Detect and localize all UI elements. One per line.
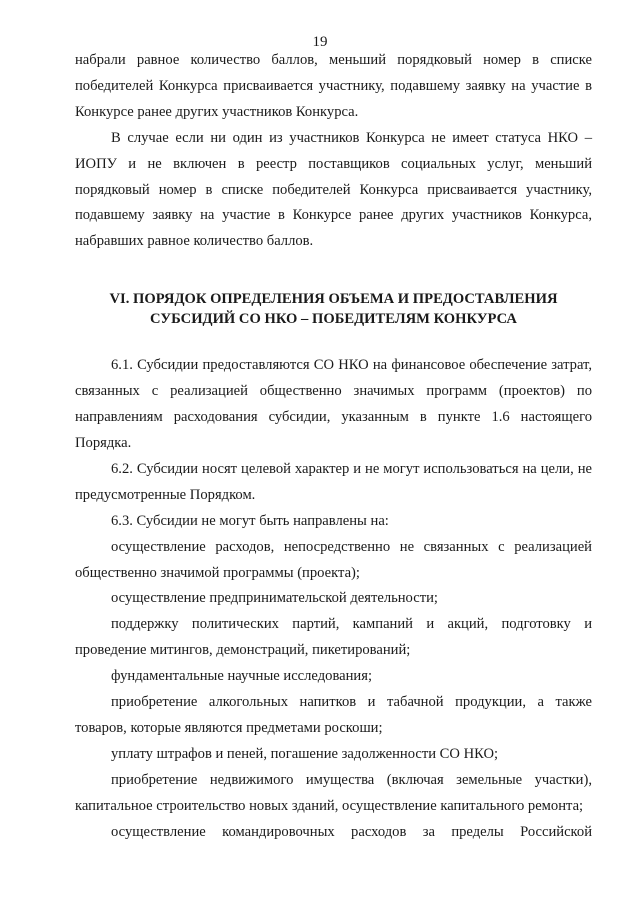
list-item: фундаментальные научные исследования;	[111, 668, 373, 685]
paragraph: В случае если ни один из участников Конкурса не имеет статуса НКО – ИОПУ и не включен в реестр поставщиков социальных услуг, меньший порядковый номер в списке победителей Конкурса присваивается участнику, подавшему заявку на участие в Конкурсе ранее других участников Конкурса, набравших равное количество баллов.	[75, 129, 592, 250]
list-item: поддержку политических партий, кампаний и акций, подготовку и проведение митингов, демонстраций, пикетирований;	[75, 616, 592, 659]
list-item: осуществление расходов, непосредственно не связанных с реализацией общественно значимой программы (проекта);	[75, 538, 592, 581]
section-heading: VI. ПОРЯДОК ОПРЕДЕЛЕНИЯ ОБЪЕМА И ПРЕДОСТАВЛЕНИЯ СУБСИДИЙ СО НКО – ПОБЕДИТЕЛЯМ КОНКУРСА	[109, 291, 558, 328]
paragraph-6-2: 6.2. Субсидии носят целевой характер и не могут использоваться на цели, не предусмотренные Порядком.	[75, 460, 592, 503]
page-number: 19	[312, 34, 328, 50]
paragraph: набрали равное количество баллов, меньший порядковый номер в списке победителей Конкурса присваивается участнику, подавшему заявку на участие в Конкурсе ранее других участников Конкурса.	[75, 52, 592, 120]
document-body	[75, 48, 592, 845]
list-item: осуществление командировочных расходов за пределы Российской	[111, 823, 592, 840]
paragraph-6-3: 6.3. Субсидии не могут быть направлены на:	[111, 512, 389, 529]
list-item: уплату штрафов и пеней, погашение задолженности СО НКО;	[111, 745, 499, 762]
list-item: приобретение недвижимого имущества (включая земельные участки), капитальное строительство новых зданий, осуществление капитального ремонта;	[75, 771, 592, 814]
list-item: приобретение алкогольных напитков и табачной продукции, а также товаров, которые являются предметами роскоши;	[75, 694, 592, 736]
paragraph-6-1: 6.1. Субсидии предоставляются СО НКО на финансовое обеспечение затрат, связанных с реализацией общественно значимых программ (проектов) по направлениям расходования субсидии, указанным в пункте 1.6 настоящего Порядка.	[75, 357, 592, 451]
list-item: осуществление предпринимательской деятельности;	[111, 590, 438, 607]
